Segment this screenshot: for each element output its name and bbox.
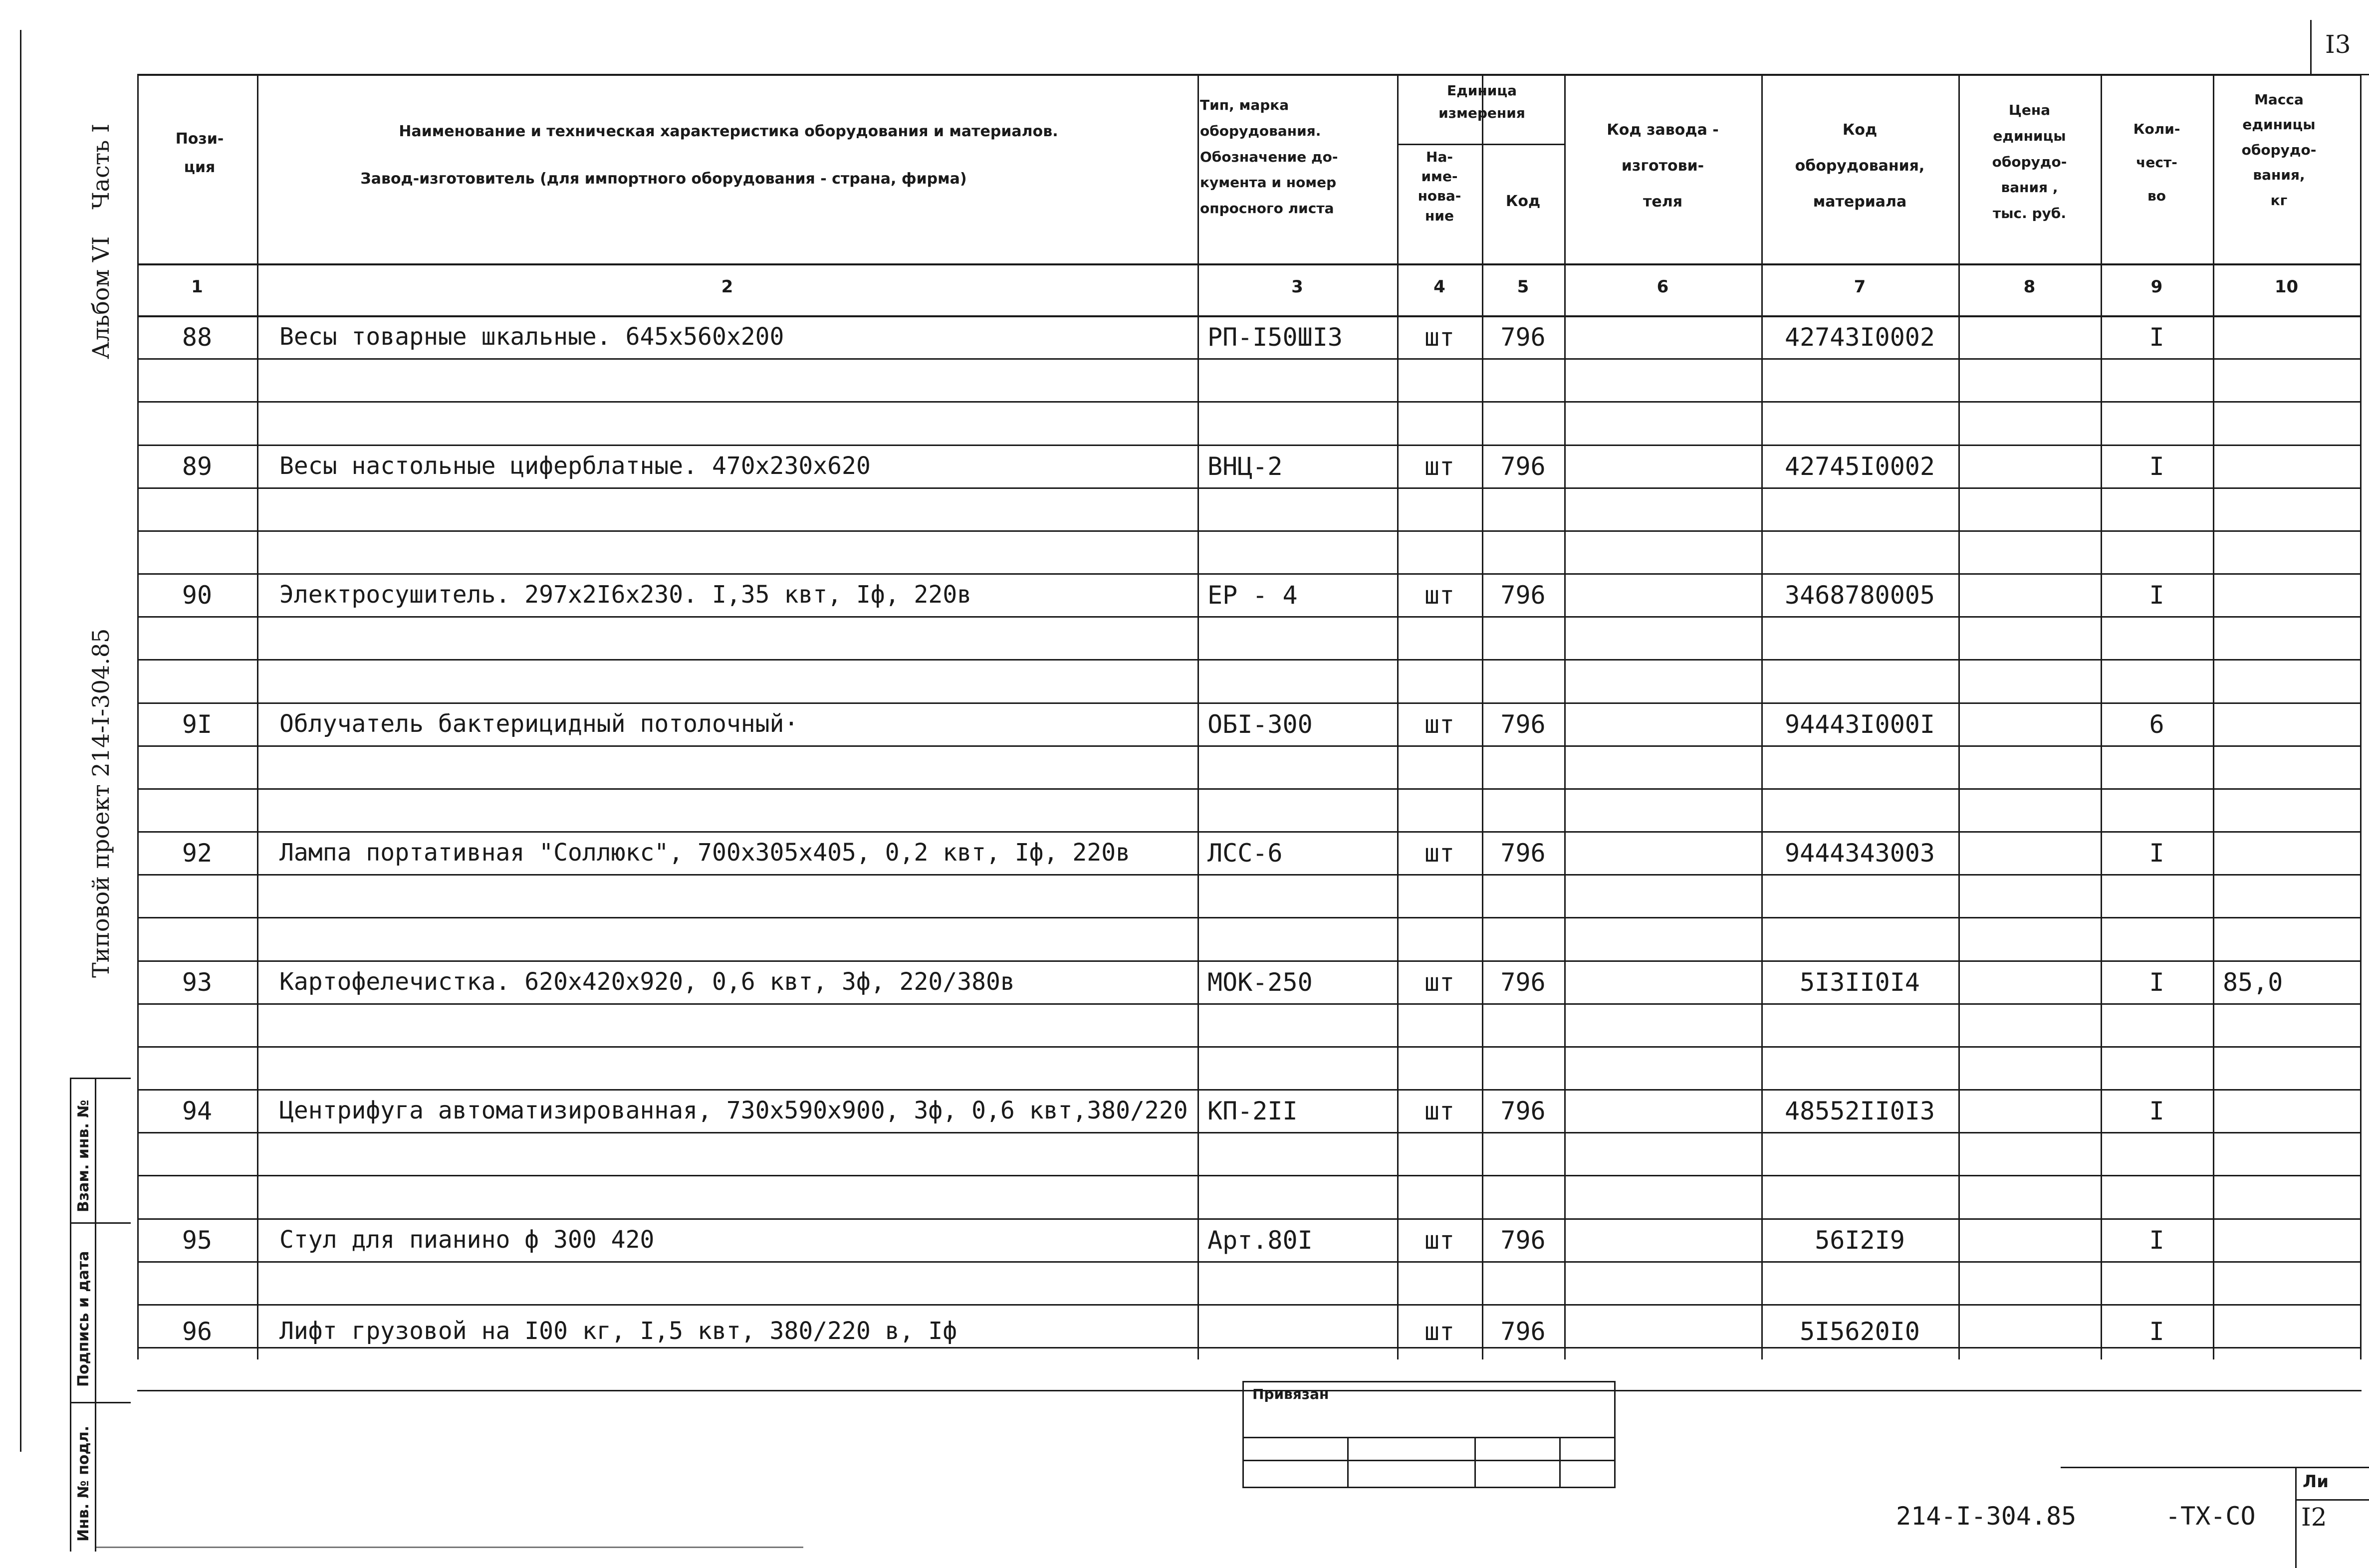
row-type: МОК-250 xyxy=(1207,968,1313,997)
privyazan-col1 xyxy=(1347,1437,1349,1488)
row-equip-code: 3468780005 xyxy=(1784,581,1935,610)
row-rule xyxy=(137,874,2362,876)
row-equip-code: 5I3II0I4 xyxy=(1800,968,1920,997)
row-rule xyxy=(137,1218,2362,1220)
row-unit-code: 796 xyxy=(1500,581,1546,610)
column-number: 1 xyxy=(191,277,203,297)
header-factory-code: Код завода - изготови- теля xyxy=(1607,121,1719,211)
row-name: Лифт грузовой на I00 кг, I,5 квт, 380/220 в, Iф xyxy=(279,1317,957,1345)
row-unit-code: 796 xyxy=(1500,1097,1546,1125)
doc-suffix: -ТХ-СО xyxy=(2165,1502,2256,1531)
row-position: 92 xyxy=(182,839,213,868)
header-equip-code: Код оборудования, материала xyxy=(1795,121,1925,211)
privyazan-col2 xyxy=(1474,1437,1476,1488)
row-equip-code: 42743I0002 xyxy=(1784,323,1935,352)
row-rule xyxy=(137,788,2362,790)
privyazan-col3 xyxy=(1559,1437,1561,1488)
row-type: ОБI-300 xyxy=(1207,710,1313,739)
row-rule xyxy=(137,445,2362,446)
column-number: 4 xyxy=(1433,277,1445,297)
left-frame-line xyxy=(20,30,21,1452)
column-number: 8 xyxy=(2023,277,2036,297)
row-position: 90 xyxy=(182,581,213,610)
stamp-column-left xyxy=(70,1078,71,1552)
stamp-top xyxy=(70,1078,131,1079)
row-rule xyxy=(137,1261,2362,1263)
row-equip-code: 9444343003 xyxy=(1784,839,1935,868)
row-position: 89 xyxy=(182,452,213,481)
row-unit-code: 796 xyxy=(1500,323,1546,352)
row-name: Облучатель бактерицидный потолочный· xyxy=(279,710,799,738)
page-number-border xyxy=(2310,20,2312,75)
row-unit-code: 796 xyxy=(1500,1226,1546,1255)
header-unit-group: Единица измерения xyxy=(1438,82,1525,121)
row-type: КП-2II xyxy=(1207,1097,1298,1125)
row-type: ЛСС-6 xyxy=(1207,839,1283,868)
row-quantity: I xyxy=(2149,1226,2164,1255)
row-equip-code: 94443I000I xyxy=(1784,710,1935,739)
row-unit-code: 796 xyxy=(1500,1317,1546,1346)
row-unit: шт xyxy=(1424,1317,1455,1346)
stamp-sep-1 xyxy=(70,1222,131,1224)
row-rule xyxy=(137,917,2362,918)
row-position: 93 xyxy=(182,968,213,997)
row-quantity: I xyxy=(2149,323,2164,352)
row-rule xyxy=(137,530,2362,532)
privyazan-top xyxy=(1242,1381,1616,1382)
row-equip-code: 5I5620I0 xyxy=(1800,1317,1920,1346)
row-unit: шт xyxy=(1424,1226,1455,1255)
row-position: 9I xyxy=(182,710,213,739)
header-unit-code: Код xyxy=(1505,193,1541,210)
table-column-line xyxy=(1197,74,1199,1359)
row-rule xyxy=(137,1347,2362,1348)
row-rule xyxy=(137,1132,2362,1133)
row-rule xyxy=(137,1304,2362,1306)
margin-part: Часть I xyxy=(87,123,114,210)
stamp-label-sign: Подпись и дата xyxy=(75,1251,92,1387)
row-unit-code: 796 xyxy=(1500,710,1546,739)
titleblock-top xyxy=(2061,1467,2369,1468)
row-unit: шт xyxy=(1424,839,1455,868)
sheet-label: Ли xyxy=(2303,1472,2329,1492)
row-rule xyxy=(137,960,2362,962)
row-rule xyxy=(137,1175,2362,1176)
row-equip-code: 42745I0002 xyxy=(1784,452,1935,481)
privyazan-right xyxy=(1614,1381,1616,1488)
row-unit-code: 796 xyxy=(1500,839,1546,868)
row-equip-code: 48552II0I3 xyxy=(1784,1097,1935,1125)
header-unit-name: На- име- нова- ние xyxy=(1418,149,1461,224)
header-bottom-line xyxy=(137,263,2362,265)
header-price: Цена единицы оборудо- вания , тыс. руб. xyxy=(1992,102,2067,222)
row-quantity: I xyxy=(2149,452,2164,481)
table-top-line xyxy=(137,74,2362,76)
doc-code: 214-I-304.85 xyxy=(1896,1502,2077,1531)
header-type: Тип, марка оборудования. Обозначение до- кумента и номер опросного листа xyxy=(1200,97,1338,217)
header-name-line2: Завод-изготовитель (для импортного оборудования - страна, фирма) xyxy=(360,170,967,188)
row-type: РП-I50ШI3 xyxy=(1207,323,1343,352)
table-column-line xyxy=(2360,74,2362,1359)
row-name: Картофелечистка. 620x420x920, 0,6 квт, 3ф, 220/380в xyxy=(279,968,1015,996)
row-name: Лампа портативная "Соллюкс", 700x305x405, 0,2 квт, Iф, 220в xyxy=(279,839,1131,867)
column-number: 10 xyxy=(2274,277,2299,297)
row-quantity: I xyxy=(2149,839,2164,868)
header-quantity: Коли- чест- во xyxy=(2133,121,2180,205)
column-number: 2 xyxy=(721,277,733,297)
row-rule xyxy=(137,487,2362,489)
row-quantity: I xyxy=(2149,581,2164,610)
row-rule xyxy=(137,1003,2362,1005)
row-quantity: I xyxy=(2149,968,2164,997)
row-position: 95 xyxy=(182,1226,213,1255)
row-unit: шт xyxy=(1424,581,1455,610)
unit-group-split-line xyxy=(1397,144,1564,145)
row-unit-code: 796 xyxy=(1500,452,1546,481)
row-name: Центрифуга автоматизированная, 730x590x900, 3ф, 0,6 квт,380/220 xyxy=(279,1097,1188,1124)
row-rule xyxy=(137,1089,2362,1091)
row-rule xyxy=(137,1390,2362,1391)
sheet-number: I2 xyxy=(2301,1503,2327,1532)
titleblock-sheet-sep xyxy=(2295,1499,2369,1501)
row-name: Весы настольные циферблатные. 470x230x620 xyxy=(279,452,871,480)
row-rule xyxy=(137,573,2362,575)
scan-artifact-line xyxy=(95,1547,803,1548)
row-name: Электросушитель. 297x2I6x230. I,35 квт, Iф, 220в xyxy=(279,581,972,609)
row-position: 88 xyxy=(182,323,213,352)
header-position: Пози- ция xyxy=(175,130,224,176)
row-rule xyxy=(137,401,2362,403)
table-column-line xyxy=(2213,74,2214,1359)
row-unit: шт xyxy=(1424,1097,1455,1125)
margin-project: Типовой проект 214-I-304.85 xyxy=(87,628,114,978)
privyazan-left xyxy=(1242,1381,1244,1488)
row-rule xyxy=(137,745,2362,747)
margin-album: Альбом VI xyxy=(87,236,114,359)
row-equip-code: 56I2I9 xyxy=(1815,1226,1905,1255)
header-mass: Масса единицы оборудо- вания, кг xyxy=(2241,91,2317,209)
row-unit: шт xyxy=(1424,710,1455,739)
row-unit: шт xyxy=(1424,968,1455,997)
row-rule xyxy=(137,1046,2362,1048)
row-rule xyxy=(137,358,2362,360)
row-quantity: 6 xyxy=(2149,710,2164,739)
row-type: ЕР - 4 xyxy=(1207,581,1298,610)
row-type: Арт.80I xyxy=(1207,1226,1313,1255)
column-number: 9 xyxy=(2150,277,2163,297)
header-name-line1: Наименование и техническая характеристика оборудования и материалов. xyxy=(399,123,1058,140)
column-number: 3 xyxy=(1291,277,1303,297)
row-name: Весы товарные шкальные. 645x560x200 xyxy=(279,323,784,351)
row-quantity: I xyxy=(2149,1097,2164,1125)
row-position: 96 xyxy=(182,1317,213,1346)
row-unit: шт xyxy=(1424,452,1455,481)
column-number: 6 xyxy=(1657,277,1669,297)
row-unit-code: 796 xyxy=(1500,968,1546,997)
row-rule xyxy=(137,702,2362,704)
row-position: 94 xyxy=(182,1097,213,1125)
page-number: I3 xyxy=(2325,30,2351,59)
table-column-line xyxy=(1564,74,1566,1359)
stamp-label-inventory: Инв. № подл. xyxy=(75,1425,92,1542)
row-rule xyxy=(137,616,2362,618)
column-number-bottom-line xyxy=(137,315,2362,317)
titleblock-sheet-left xyxy=(2295,1467,2297,1568)
table-column-line xyxy=(257,74,258,1359)
row-mass: 85,0 xyxy=(2223,968,2283,997)
table-column-line xyxy=(1958,74,1960,1359)
column-number: 5 xyxy=(1517,277,1529,297)
row-name: Стул для пианино ф 300 420 xyxy=(279,1226,655,1254)
row-rule xyxy=(137,659,2362,661)
column-number: 7 xyxy=(1854,277,1866,297)
row-rule xyxy=(137,831,2362,833)
stamp-label-replace: Взам. инв. № xyxy=(75,1100,92,1212)
privyazan-label: Привязан xyxy=(1252,1386,1329,1402)
row-type: ВНЦ-2 xyxy=(1207,452,1283,481)
row-quantity: I xyxy=(2149,1317,2164,1346)
stamp-column-right xyxy=(95,1078,96,1552)
stamp-sep-2 xyxy=(70,1402,131,1403)
row-unit: шт xyxy=(1424,323,1455,352)
